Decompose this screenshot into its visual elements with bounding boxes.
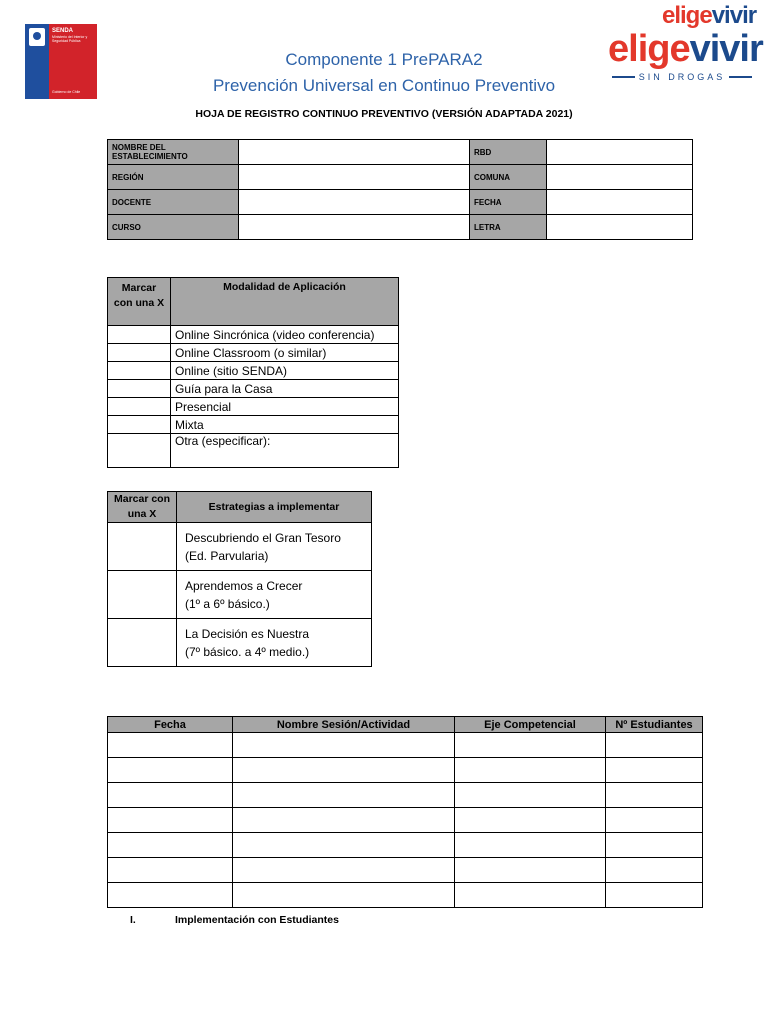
estrategia-level: (Ed. Parvularia) bbox=[185, 548, 269, 563]
info-label: RBD bbox=[470, 140, 547, 165]
eligevivir-logo bbox=[608, 28, 763, 71]
info-row bbox=[108, 165, 693, 190]
table-cell[interactable] bbox=[455, 733, 606, 758]
info-table bbox=[107, 139, 693, 240]
info-field[interactable] bbox=[547, 140, 693, 165]
sesiones-header-row bbox=[108, 717, 703, 733]
estrategia-level: (7º básico. a 4º medio.) bbox=[185, 644, 310, 659]
tagline-text: SIN DROGAS bbox=[638, 72, 726, 82]
senda-logo bbox=[25, 24, 97, 99]
table-cell[interactable] bbox=[233, 808, 455, 833]
estrategia-mark-cell[interactable] bbox=[108, 571, 177, 619]
modalidad-mark-cell[interactable] bbox=[108, 344, 171, 362]
table-row bbox=[108, 833, 703, 858]
modalidad-header: Modalidad de Aplicación bbox=[171, 278, 399, 326]
estrategia-row bbox=[108, 523, 372, 571]
column-header-estudiantes: Nº Estudiantes bbox=[606, 717, 703, 733]
chile-crest-icon bbox=[29, 28, 45, 46]
table-cell[interactable] bbox=[108, 883, 233, 908]
table-cell[interactable] bbox=[606, 733, 703, 758]
info-field[interactable] bbox=[239, 190, 470, 215]
brand-small-part-1: elige bbox=[662, 2, 712, 29]
table-cell[interactable] bbox=[233, 758, 455, 783]
info-row bbox=[108, 215, 693, 240]
info-field[interactable] bbox=[239, 140, 470, 165]
table-cell[interactable] bbox=[455, 758, 606, 783]
info-label: COMUNA bbox=[470, 165, 547, 190]
info-label: CURSO bbox=[108, 215, 239, 240]
estrategias-table bbox=[107, 491, 372, 667]
info-field[interactable] bbox=[547, 165, 693, 190]
estrategia-cell bbox=[177, 571, 372, 619]
table-row bbox=[108, 783, 703, 808]
modalidad-option: Presencial bbox=[171, 398, 399, 416]
info-field[interactable] bbox=[239, 165, 470, 190]
table-cell[interactable] bbox=[108, 758, 233, 783]
info-row bbox=[108, 190, 693, 215]
table-cell[interactable] bbox=[108, 783, 233, 808]
info-label: REGIÓN bbox=[108, 165, 239, 190]
eligevivir-logo-small bbox=[662, 2, 756, 30]
info-label: NOMBRE DEL ESTABLECIMIENTO bbox=[108, 140, 239, 165]
modalidad-mark-cell[interactable] bbox=[108, 326, 171, 344]
tagline-line-right bbox=[729, 76, 752, 78]
section-number: I. bbox=[130, 914, 136, 926]
modalidad-row bbox=[108, 398, 399, 416]
senda-logo-gobierno: Gobierno de Chile bbox=[52, 90, 81, 94]
modalidad-header-row bbox=[108, 278, 399, 326]
brand-big-part-1: elige bbox=[608, 28, 690, 70]
section-heading: Implementación con Estudiantes bbox=[175, 914, 339, 926]
estrategias-mark-header: Marcar con una X bbox=[108, 492, 177, 523]
table-cell[interactable] bbox=[606, 833, 703, 858]
brand-big-part-2: vivir bbox=[689, 28, 763, 70]
senda-logo-ministry: Ministerio del Interior y Seguridad Pública bbox=[52, 35, 88, 43]
table-row bbox=[108, 733, 703, 758]
estrategia-name: Aprendemos a Crecer bbox=[185, 578, 303, 593]
table-cell[interactable] bbox=[455, 858, 606, 883]
info-label: FECHA bbox=[470, 190, 547, 215]
estrategia-name: Descubriendo el Gran Tesoro bbox=[185, 530, 341, 545]
estrategia-mark-cell[interactable] bbox=[108, 619, 177, 667]
modalidad-row bbox=[108, 380, 399, 398]
table-cell[interactable] bbox=[455, 808, 606, 833]
column-header-fecha: Fecha bbox=[108, 717, 233, 733]
sesiones-table bbox=[107, 716, 703, 908]
estrategia-cell bbox=[177, 523, 372, 571]
modalidad-option: Guía para la Casa bbox=[171, 380, 399, 398]
table-cell[interactable] bbox=[455, 783, 606, 808]
modalidad-row bbox=[108, 362, 399, 380]
modalidad-mark-cell[interactable] bbox=[108, 398, 171, 416]
document-title: Componente 1 PrePARA2 bbox=[285, 50, 483, 69]
modalidad-mark-header: Marcar con una X bbox=[108, 278, 171, 326]
estrategia-cell bbox=[177, 619, 372, 667]
estrategia-row bbox=[108, 571, 372, 619]
table-cell[interactable] bbox=[606, 858, 703, 883]
table-row bbox=[108, 883, 703, 908]
senda-logo-red-band bbox=[49, 24, 97, 99]
table-row bbox=[108, 858, 703, 883]
table-cell[interactable] bbox=[606, 883, 703, 908]
modalidad-row bbox=[108, 434, 399, 468]
document-subtitle: HOJA DE REGISTRO CONTINUO PREVENTIVO (VERSIÓN ADAPTADA 2021) bbox=[195, 108, 573, 120]
modalidad-row bbox=[108, 344, 399, 362]
modalidad-mark-cell[interactable] bbox=[108, 416, 171, 434]
column-header-eje: Eje Competencial bbox=[455, 717, 606, 733]
info-row bbox=[108, 140, 693, 165]
eligevivir-tagline bbox=[612, 71, 752, 83]
modalidad-option: Online Sincrónica (video conferencia) bbox=[171, 326, 399, 344]
table-row bbox=[108, 808, 703, 833]
modalidad-row bbox=[108, 326, 399, 344]
table-cell[interactable] bbox=[108, 858, 233, 883]
table-cell[interactable] bbox=[233, 833, 455, 858]
modalidad-option-other[interactable]: Otra (especificar): bbox=[171, 434, 399, 468]
brand-small-part-2: vivir bbox=[711, 2, 757, 29]
estrategias-header: Estrategias a implementar bbox=[177, 492, 372, 523]
table-cell[interactable] bbox=[233, 883, 455, 908]
info-field[interactable] bbox=[547, 190, 693, 215]
table-cell[interactable] bbox=[606, 758, 703, 783]
table-cell[interactable] bbox=[108, 808, 233, 833]
table-row bbox=[108, 758, 703, 783]
estrategia-row bbox=[108, 619, 372, 667]
table-cell[interactable] bbox=[455, 833, 606, 858]
table-cell[interactable] bbox=[606, 783, 703, 808]
senda-logo-name: SENDA bbox=[52, 28, 74, 34]
modalidad-row bbox=[108, 416, 399, 434]
info-label: LETRA bbox=[470, 215, 547, 240]
table-cell[interactable] bbox=[233, 858, 455, 883]
estrategia-name: La Decisión es Nuestra bbox=[185, 626, 310, 641]
estrategia-mark-cell[interactable] bbox=[108, 523, 177, 571]
info-field[interactable] bbox=[239, 215, 470, 240]
info-field[interactable] bbox=[547, 215, 693, 240]
table-cell[interactable] bbox=[455, 883, 606, 908]
modalidad-mark-cell[interactable] bbox=[108, 380, 171, 398]
table-cell[interactable] bbox=[108, 733, 233, 758]
modalidad-table bbox=[107, 277, 399, 468]
senda-logo-blue-band bbox=[25, 24, 49, 99]
document-title-secondary: Prevención Universal en Continuo Preventivo bbox=[212, 76, 556, 95]
table-cell[interactable] bbox=[108, 833, 233, 858]
modalidad-mark-cell[interactable] bbox=[108, 362, 171, 380]
info-label: DOCENTE bbox=[108, 190, 239, 215]
table-cell[interactable] bbox=[606, 808, 703, 833]
modalidad-option: Online Classroom (o similar) bbox=[171, 344, 399, 362]
estrategia-level: (1º a 6º básico.) bbox=[185, 596, 270, 611]
table-cell[interactable] bbox=[233, 733, 455, 758]
modalidad-mark-cell[interactable] bbox=[108, 434, 171, 468]
modalidad-option: Mixta bbox=[171, 416, 399, 434]
modalidad-option: Online (sitio SENDA) bbox=[171, 362, 399, 380]
column-header-sesion: Nombre Sesión/Actividad bbox=[233, 717, 455, 733]
estrategias-header-row bbox=[108, 492, 372, 523]
table-cell[interactable] bbox=[233, 783, 455, 808]
